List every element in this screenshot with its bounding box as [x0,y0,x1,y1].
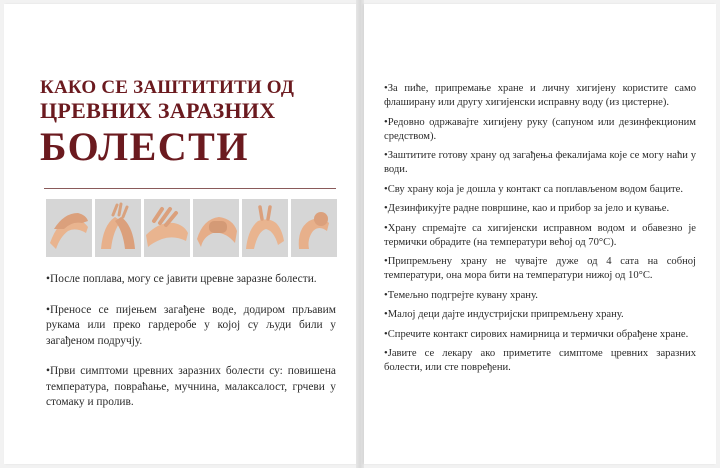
prevention-list [384,82,696,381]
hand-washing-illustrations [46,199,338,259]
prevention-item: •Темељно подгрејте кувану храну. [384,289,538,301]
hand-washing-icon [193,199,239,257]
hand-washing-icon [291,199,337,257]
brochure-title [40,78,340,170]
left-page [4,4,356,464]
intro-paragraph-2: •Преносе се пијењем загађене воде, додиром прљавим рукама или преко гардеробе у којој су људи били у загађеном подручју. [46,303,336,347]
prevention-item: •Припремљену храну не чувајте дуже од 4 сата на собној температури, она мора бити на температури нижој од 10°C. [384,256,696,281]
title-line-1: КАКО СЕ ЗАШТИТИТИ ОД [40,77,295,98]
prevention-item: •Заштитите готову храну од загађења фекалијама које се могу наћи у води. [384,150,696,175]
prevention-item: •Јавите се лекару ако приметите симптоме цревних заразних болести, или сте повређени. [384,348,696,373]
intro-paragraph-1: •После поплава, могу се јавити цревне заразне болести. [46,273,317,285]
hand-washing-icon [46,199,92,257]
prevention-item: •Малој деци дајте индустријски припремљену храну. [384,309,624,320]
prevention-item: •Сву храну која је дошла у контакт са поплављеном водом баците. [384,183,684,195]
page-gutter [356,0,364,468]
hand-washing-icon [95,199,141,257]
prevention-item: •Редовно одржавајте хигијену руку (сапуном или дезинфекционим средством). [384,116,696,142]
hand-washing-icon [144,199,190,257]
prevention-item: •Храну спремајте са хигијенски исправном водом и обавезно је термички обрадите (на температури већој од 70°C). [384,222,696,248]
intro-paragraph-3: •Први симптоми цревних заразних болести су: повишена температура, повраћање, мучнина, малаксалост, грчеви у стомаку и пролив. [46,365,336,408]
title-divider [44,188,336,189]
title-line-3: БОЛЕСТИ [40,124,249,169]
prevention-item: •Спречите контакт сирових намирница и термички обрађене хране. [384,328,689,340]
hand-washing-icon [242,199,288,257]
right-page [364,4,716,464]
prevention-item: •За пиће, припремање хране и личну хигијену користите само флаширану или другу хигијенски исправну воду (из цистерне). [384,83,696,108]
prevention-item: •Дезинфикујте радне површине, као и прибор за јело и кување. [384,203,670,214]
title-line-2: ЦРЕВНИХ ЗАРАЗНИХ [40,98,276,123]
intro-text [46,272,336,426]
